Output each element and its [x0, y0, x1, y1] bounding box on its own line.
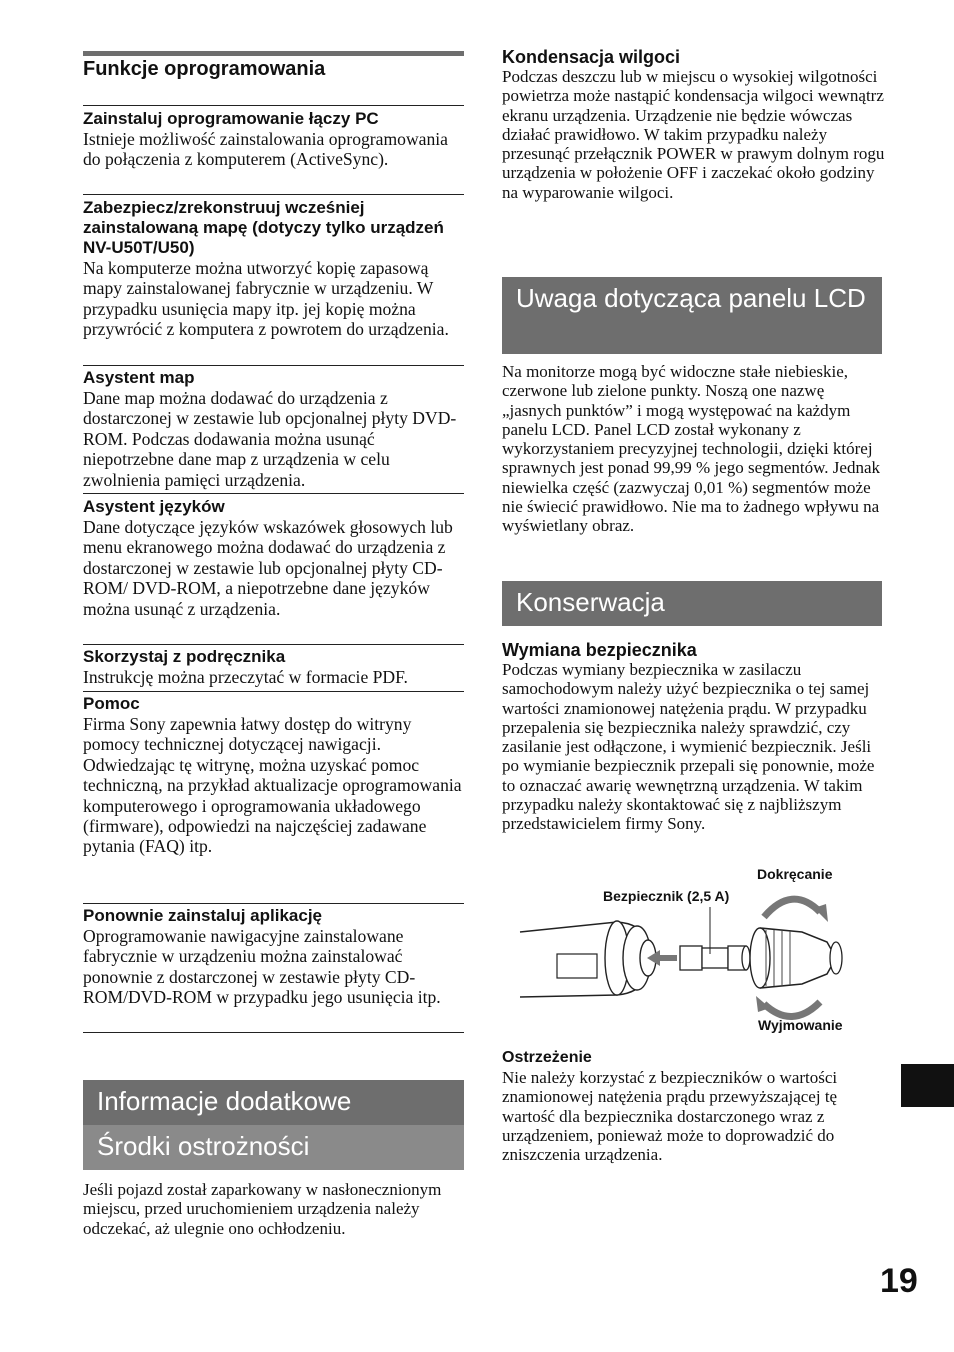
condensation-heading: Kondensacja wilgoci	[502, 47, 681, 67]
item-heading: Skorzystaj z podręcznika	[83, 647, 286, 666]
item-map-backup	[83, 198, 468, 340]
item-heading: Pomoc	[83, 694, 140, 713]
warning-heading: Ostrzeżenie	[502, 1049, 592, 1066]
item-text: Dane dotyczące języków wskazówek głosowych lub menu ekranowego można dodawać do urządzenia z dostarczonej w zestawie lub opcjonalnej płyty CD-ROM/ DVD-ROM, a niepotrzebne dane języków można usunąć z urządzenia.	[83, 517, 453, 619]
item-text-2: Odwiedzając tę witrynę, można uzyskać pomoc techniczną, na przykład aktualizacje oprogramowania komputerowego i oprogramowania układowego (firmware), odpowiedzi na najczęściej zadawane pytania (FAQ) itp.	[83, 754, 462, 857]
band-maintenance: Konserwacja	[502, 581, 882, 626]
label-tighten: Dokręcanie	[757, 866, 833, 882]
item-text: Instrukcję można przeczytać w formacie PDF.	[83, 667, 408, 687]
lcd-text: Na monitorze mogą być widoczne stałe niebieskie, czerwone lub zielone punkty. Noszą one nazwę „jasnych punktów” i mogą występować na każdym panelu LCD. Panel LCD został wykonany z wykorzystaniem precyzyjnej technologii, dzięki której sprawnych jest ponad 99,99 % jego segmentów. Jednak niewielka część (zazwyczaj 0,01 %) segmentów może nie świecić prawidłowo. Nie ma to żadnego wpływu na wyświetlany obraz.	[502, 362, 881, 536]
divider	[83, 365, 464, 366]
item-language-assistant	[83, 497, 468, 619]
section-title: Funkcje oprogramowania	[83, 58, 326, 80]
page-number: 19	[880, 1262, 918, 1300]
label-remove: Wyjmowanie	[758, 1017, 843, 1033]
fuse-heading: Wymiana bezpiecznika	[502, 640, 697, 660]
divider	[83, 1032, 464, 1033]
item-manual	[83, 647, 468, 687]
divider	[83, 105, 464, 106]
precaution-text: Jeśli pojazd został zaparkowany w nasłonecznionym miejscu, przed uruchomieniem urządzenia należy odczekać, aż ulegnie ono ochłodzeniu.	[83, 1180, 442, 1238]
item-text: Na komputerze można utworzyć kopię zapasową mapy zainstalowanej fabrycznie w urządzeniu. W przypadku usunięcia mapy itp. jej kopię można przywrócić z komputera z powrotem do urządzenia.	[83, 258, 449, 340]
band-lcd-note: Uwaga dotycząca panelu LCD	[502, 277, 882, 354]
warning-block	[502, 1048, 887, 1164]
fuse-illustration	[502, 862, 882, 1042]
condensation-block	[502, 47, 887, 202]
page-thumb-tab	[901, 1064, 954, 1107]
lcd-block	[502, 362, 887, 536]
item-map-assistant	[83, 368, 468, 490]
divider	[83, 903, 464, 904]
item-reinstall	[83, 906, 468, 1008]
item-heading: Asystent map	[83, 368, 195, 387]
divider	[83, 644, 464, 645]
fuse-block	[502, 640, 887, 834]
item-text: Oprogramowanie nawigacyjne zainstalowane fabrycznie w urządzeniu można zainstalować ponownie z dostarczonej w zestawie płyty CD-ROM/DVD-ROM w przypadku jego usunięcia itp.	[83, 926, 441, 1008]
precaution-block	[83, 1180, 468, 1238]
item-heading: Ponownie zainstaluj aplikację	[83, 906, 323, 925]
band-additional-info: Informacje dodatkowe	[83, 1080, 464, 1125]
item-heading: Asystent języków	[83, 497, 225, 516]
warning-text: Nie należy korzystać z bezpieczników o wartości znamionowej natężenia prądu przewyższającej tę wartość dla bezpiecznika dostarczonego wraz z urządzeniem, ponieważ może to doprowadzić do zniszczenia urządzenia.	[502, 1068, 838, 1165]
condensation-text: Podczas deszczu lub w miejscu o wysokiej wilgotności powietrza może nastąpić kondensacja wilgoci wewnątrz ekranu urządzenia. Urządzenie nie będzie wówczas działać prawidłowo. W takim przypadku należy przesunąć przełącznik POWER w prawym dolnym rogu urządzenia w położenie OFF i zaczekać około godziny na wyparowanie wilgoci.	[502, 67, 885, 202]
item-help	[83, 694, 468, 857]
divider	[83, 691, 464, 692]
fuse-figure	[502, 862, 882, 1042]
label-fuse: Bezpiecznik (2,5 A)	[603, 888, 730, 904]
item-heading: Zabezpiecz/zrekonstruuj wcześniej zainstalowaną mapę (dotyczy tylko urządzeń NV-U50T/U50)	[83, 198, 444, 257]
fuse-text: Podczas wymiany bezpiecznika w zasilaczu samochodowym należy użyć bezpiecznika o tej samej wartości znamionowej natężenia prądu. W przypadku przepalenia się bezpiecznika należy sprawdzić, czy zasilanie jest odłączone, i wymienić bezpiecznik. Jeśli po wymianie bezpiecznik przepali się ponownie, może to oznaczać awarię wewnętrzną urządzenia. W takim przypadku należy skontaktować się z najbliższym przedstawicielem firmy Sony.	[502, 660, 875, 834]
item-text: Firma Sony zapewnia łatwy dostęp do witryny pomocy technicznej dotyczącej nawigacji.	[83, 714, 412, 755]
item-pc-software	[83, 109, 468, 170]
section-top-bar	[83, 51, 464, 56]
item-heading: Zainstaluj oprogramowanie łączy PC	[83, 109, 379, 128]
divider	[83, 194, 464, 195]
item-text: Dane map można dodawać do urządzenia z dostarczonej w zestawie lub opcjonalnej płyty DVD-ROM. Podczas dodawania można usunąć niepotrzebne dane map z urządzenia w celu zwolnienia pamięci urządzenia.	[83, 388, 457, 490]
band-precautions: Środki ostrożności	[83, 1125, 464, 1170]
item-text: Istnieje możliwość zainstalowania oprogramowania do połączenia z komputerem (ActiveSync).	[83, 129, 448, 170]
divider	[83, 493, 464, 494]
